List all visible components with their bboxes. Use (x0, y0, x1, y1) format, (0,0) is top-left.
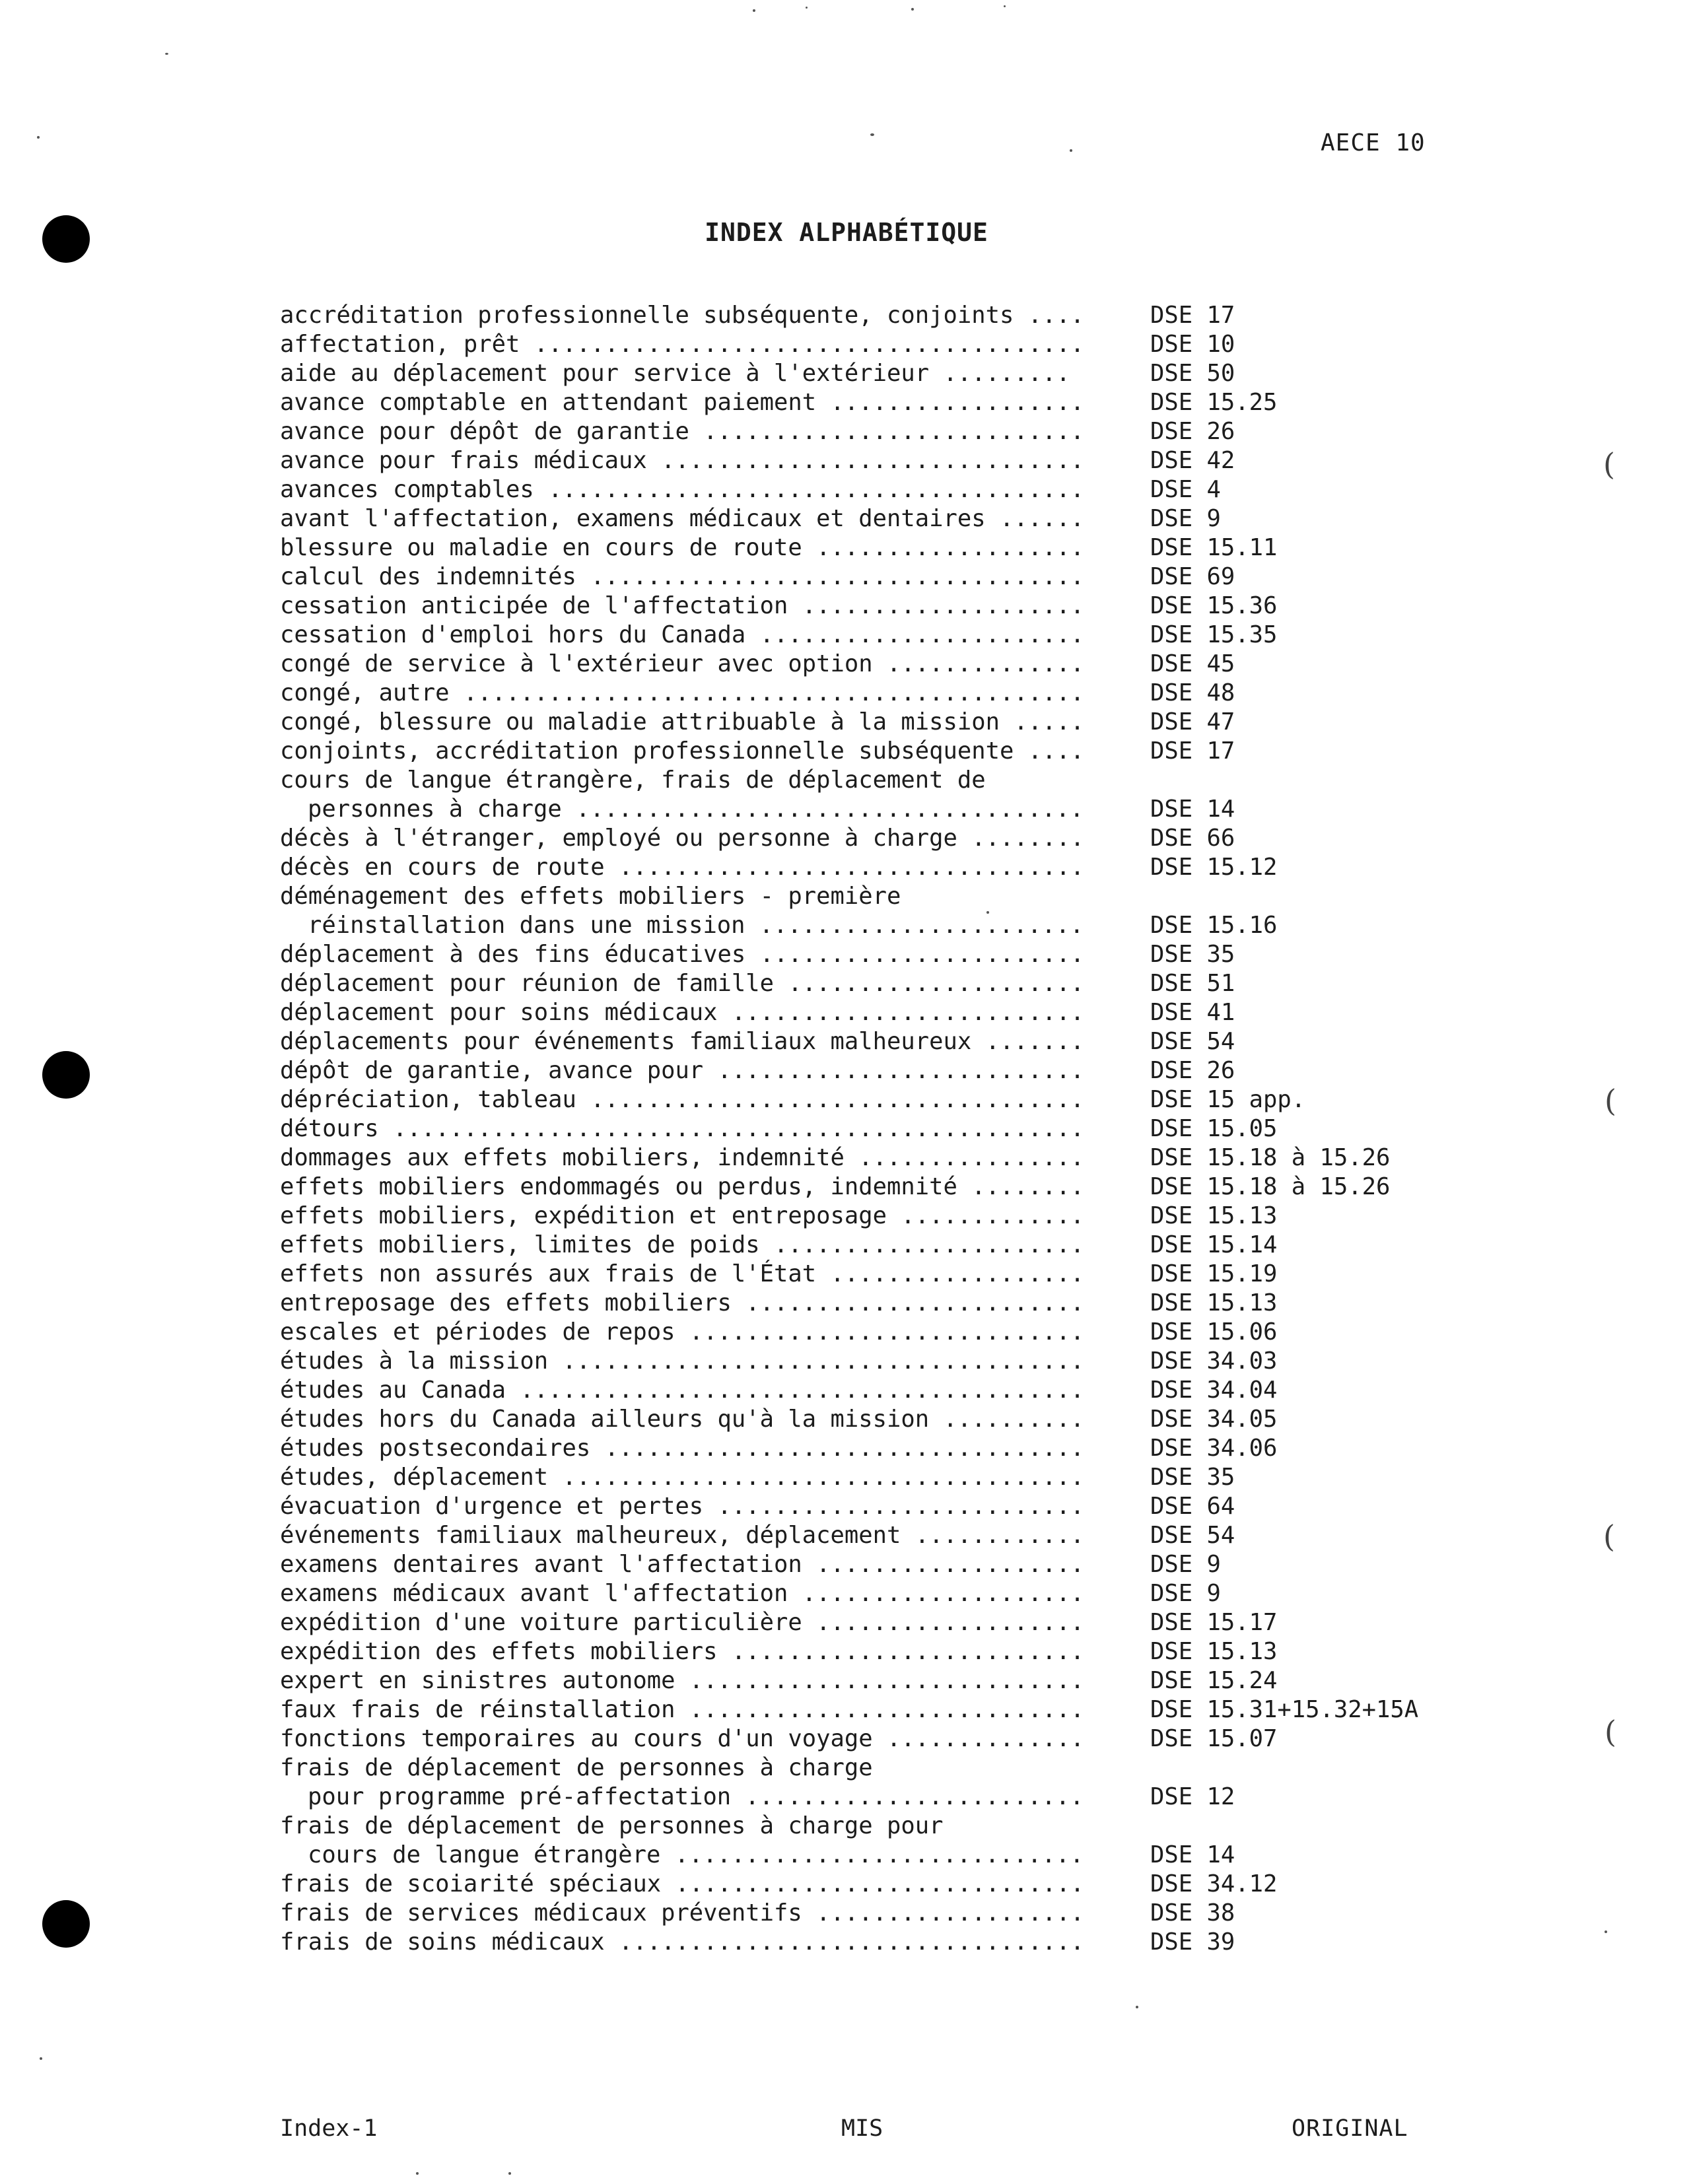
index-reference: DSE 17 (1150, 302, 1235, 329)
index-reference: DSE 12 (1150, 1783, 1235, 1810)
index-reference: DSE 10 (1150, 331, 1235, 358)
index-reference: DSE 15.11 (1150, 534, 1278, 561)
index-entry (280, 1870, 1468, 1899)
index-entry (280, 766, 1468, 795)
index-entry (280, 1027, 1468, 1056)
index-reference: DSE 15.05 (1150, 1115, 1278, 1142)
index-reference: DSE 69 (1150, 563, 1235, 590)
index-reference: DSE 17 (1150, 737, 1235, 765)
index-reference: DSE 15.18 à 15.26 (1150, 1173, 1391, 1200)
index-reference: DSE 47 (1150, 708, 1235, 735)
index-term: déménagement des effets mobiliers - première (280, 883, 901, 910)
index-term: réinstallation dans une mission ....................... (308, 912, 1084, 939)
punch-hole-middle (42, 1051, 90, 1099)
index-reference: DSE 15.13 (1150, 1289, 1278, 1316)
index-entry (280, 563, 1468, 592)
index-reference: DSE 15.07 (1150, 1725, 1278, 1752)
index-term: détours ................................................. (280, 1115, 1085, 1142)
index-term: cessation anticipée de l'affectation .................... (280, 592, 1085, 619)
index-entry (280, 301, 1468, 330)
index-entry (280, 708, 1468, 737)
footer-center-label: MIS (841, 2115, 883, 2142)
scan-speck (1136, 2006, 1138, 2008)
index-entry (280, 1347, 1468, 1376)
index-entry (280, 533, 1468, 563)
index-entry (280, 1666, 1468, 1695)
index-entry (280, 330, 1468, 359)
document-code: AECE 10 (1321, 129, 1426, 156)
index-term: expédition d'une voiture particulière ................... (280, 1609, 1085, 1636)
index-entry (280, 679, 1468, 708)
index-reference: DSE 34.03 (1150, 1348, 1278, 1375)
index-reference: DSE 15.12 (1150, 854, 1278, 881)
index-term: dépôt de garantie, avance pour .......................... (280, 1057, 1085, 1084)
index-term: effets non assurés aux frais de l'État .................. (280, 1260, 1085, 1287)
index-reference: DSE 15.18 à 15.26 (1150, 1144, 1391, 1171)
footer-page-label: Index-1 (280, 2115, 378, 2142)
margin-mark: ( (1605, 1714, 1616, 1750)
index-reference: DSE 51 (1150, 970, 1235, 997)
index-entry (280, 1783, 1468, 1812)
index-entry (280, 1434, 1468, 1463)
index-term: aide au déplacement pour service à l'extérieur ......... (280, 360, 1070, 387)
index-reference: DSE 66 (1150, 825, 1235, 852)
index-entry (280, 359, 1468, 388)
index-term: cessation d'emploi hors du Canada ....................... (280, 621, 1085, 648)
index-term: effets mobiliers, expédition et entreposage ............. (280, 1202, 1085, 1229)
page-title: INDEX ALPHABÉTIQUE (705, 218, 988, 247)
index-term: examens dentaires avant l'affectation ................... (280, 1551, 1085, 1578)
index-reference: DSE 15.06 (1150, 1318, 1278, 1346)
scan-speck (753, 9, 755, 12)
index-reference: DSE 42 (1150, 447, 1235, 474)
index-reference: DSE 34.06 (1150, 1435, 1278, 1462)
index-term: accréditation professionnelle subséquente, conjoints .... (280, 302, 1085, 329)
index-entry (280, 446, 1468, 475)
index-reference: DSE 15.25 (1150, 389, 1278, 416)
index-term: études à la mission ..................................... (280, 1348, 1085, 1375)
index-entry (280, 1637, 1468, 1666)
index-reference: DSE 4 (1150, 476, 1221, 503)
index-term: déplacements pour événements familiaux malheureux ....... (280, 1028, 1085, 1055)
index-reference: DSE 45 (1150, 650, 1235, 677)
scan-speck (1070, 149, 1072, 152)
index-term: frais de déplacement de personnes à charge pour (280, 1812, 944, 1839)
index-term: frais de scoiarité spéciaux ............................. (280, 1870, 1085, 1897)
scan-speck (870, 133, 874, 136)
index-entry (280, 1608, 1468, 1637)
index-entry (280, 1318, 1468, 1347)
index-term: avances comptables ...................................... (280, 476, 1085, 503)
index-term: dommages aux effets mobiliers, indemnité ................ (280, 1144, 1085, 1171)
index-entry (280, 824, 1468, 853)
index-entry (280, 737, 1468, 766)
index-term: pour programme pré-affectation ........................ (308, 1783, 1084, 1810)
index-term: déplacement pour réunion de famille ..................... (280, 970, 1085, 997)
footer-status-label: ORIGINAL (1292, 2115, 1408, 2142)
index-term: dépréciation, tableau ................................... (280, 1086, 1085, 1113)
index-term: décès en cours de route ................................. (280, 854, 1085, 881)
scan-speck (508, 2172, 511, 2175)
index-term: avance pour frais médicaux .............................. (280, 447, 1085, 474)
margin-mark: ( (1603, 1519, 1615, 1554)
index-reference: DSE 26 (1150, 1057, 1235, 1084)
margin-mark: ( (1603, 446, 1615, 482)
index-entry (280, 1521, 1468, 1550)
index-reference: DSE 38 (1150, 1899, 1235, 1927)
index-entry (280, 795, 1468, 824)
index-term: frais de déplacement de personnes à charge (280, 1754, 873, 1781)
index-reference: DSE 15.24 (1150, 1667, 1278, 1694)
index-term: effets mobiliers, limites de poids ...................... (280, 1231, 1085, 1258)
index-term: avant l'affectation, examens médicaux et dentaires ...... (280, 505, 1085, 532)
index-term: études, déplacement ..................................... (280, 1464, 1085, 1491)
index-entry (280, 504, 1468, 533)
index-term: congé, autre ............................................ (280, 679, 1085, 706)
scan-speck (416, 2172, 419, 2175)
index-term: déplacement à des fins éducatives ....................... (280, 941, 1085, 968)
index-entry (280, 1289, 1468, 1318)
index-reference: DSE 15.14 (1150, 1231, 1278, 1258)
index-entry (280, 1812, 1468, 1841)
index-entry (280, 1143, 1468, 1173)
index-reference: DSE 15.35 (1150, 621, 1278, 648)
index-term: calcul des indemnités ................................... (280, 563, 1085, 590)
index-reference: DSE 54 (1150, 1028, 1235, 1055)
index-entry (280, 1841, 1468, 1870)
index-entry (280, 1405, 1468, 1434)
index-reference: DSE 15.17 (1150, 1609, 1278, 1636)
index-entry (280, 882, 1468, 911)
index-term: cours de langue étrangère ............................. (308, 1841, 1084, 1868)
index-term: personnes à charge .................................... (308, 796, 1084, 823)
index-term: déplacement pour soins médicaux ......................... (280, 999, 1085, 1026)
index-reference: DSE 9 (1150, 505, 1221, 532)
punch-hole-bottom (42, 1900, 90, 1948)
index-term: études postsecondaires .................................. (280, 1435, 1085, 1462)
index-entry (280, 853, 1468, 882)
index-reference: DSE 34.05 (1150, 1406, 1278, 1433)
index-entry (280, 998, 1468, 1027)
index-entry (280, 1085, 1468, 1114)
index-term: effets mobiliers endommagés ou perdus, indemnité ........ (280, 1173, 1085, 1200)
index-term: cours de langue étrangère, frais de déplacement de (280, 767, 986, 794)
scan-speck (911, 8, 914, 11)
index-reference: DSE 35 (1150, 941, 1235, 968)
index-entry (280, 1056, 1468, 1085)
index-term: avance comptable en attendant paiement .................. (280, 389, 1085, 416)
index-entry (280, 940, 1468, 969)
index-term: congé, blessure ou maladie attribuable à la mission ..... (280, 708, 1085, 735)
index-reference: DSE 15.13 (1150, 1638, 1278, 1665)
scan-speck (806, 7, 808, 9)
index-term: études au Canada ........................................ (280, 1377, 1085, 1404)
index-list (280, 301, 1468, 1957)
index-reference: DSE 14 (1150, 796, 1235, 823)
index-entry (280, 1231, 1468, 1260)
index-reference: DSE 14 (1150, 1841, 1235, 1868)
index-reference: DSE 26 (1150, 418, 1235, 445)
index-reference: DSE 9 (1150, 1551, 1221, 1578)
index-entry (280, 388, 1468, 417)
scan-speck (165, 53, 168, 55)
index-entry (280, 650, 1468, 679)
index-term: blessure ou maladie en cours de route ................... (280, 534, 1085, 561)
index-term: escales et périodes de repos ............................ (280, 1318, 1085, 1346)
index-term: avance pour dépôt de garantie ........................... (280, 418, 1085, 445)
index-reference: DSE 9 (1150, 1580, 1221, 1607)
index-entry (280, 1724, 1468, 1754)
index-reference: DSE 39 (1150, 1928, 1235, 1956)
index-reference: DSE 34.12 (1150, 1870, 1278, 1897)
index-entry (280, 417, 1468, 446)
index-term: examens médicaux avant l'affectation .................... (280, 1580, 1085, 1607)
scan-speck (1004, 5, 1006, 7)
index-entry (280, 911, 1468, 940)
index-entry (280, 1376, 1468, 1405)
index-reference: DSE 15.16 (1150, 912, 1278, 939)
index-entry (280, 1928, 1468, 1957)
index-entry (280, 1114, 1468, 1143)
margin-mark: ( (1605, 1083, 1616, 1118)
index-entry (280, 1173, 1468, 1202)
index-term: congé de service à l'extérieur avec option .............. (280, 650, 1085, 677)
index-entry (280, 1695, 1468, 1724)
index-reference: DSE 64 (1150, 1493, 1235, 1520)
index-reference: DSE 50 (1150, 360, 1235, 387)
index-reference: DSE 35 (1150, 1464, 1235, 1491)
index-reference: DSE 41 (1150, 999, 1235, 1026)
index-reference: DSE 15.36 (1150, 592, 1278, 619)
index-entry (280, 1579, 1468, 1608)
index-reference: DSE 48 (1150, 679, 1235, 706)
index-term: frais de services médicaux préventifs ................... (280, 1899, 1085, 1927)
index-reference: DSE 54 (1150, 1522, 1235, 1549)
index-term: études hors du Canada ailleurs qu'à la mission .......... (280, 1406, 1085, 1433)
index-entry (280, 1463, 1468, 1492)
index-reference: DSE 15.19 (1150, 1260, 1278, 1287)
index-term: événements familiaux malheureux, déplacement ............ (280, 1522, 1085, 1549)
index-entry (280, 592, 1468, 621)
index-term: expédition des effets mobiliers ......................... (280, 1638, 1085, 1665)
index-entry (280, 1202, 1468, 1231)
index-term: frais de soins médicaux ................................. (280, 1928, 1085, 1956)
index-entry (280, 621, 1468, 650)
index-entry (280, 1899, 1468, 1928)
index-entry (280, 1754, 1468, 1783)
index-reference: DSE 15.13 (1150, 1202, 1278, 1229)
index-term: expert en sinistres autonome ............................ (280, 1667, 1085, 1694)
index-entry (280, 1492, 1468, 1521)
index-term: décès à l'étranger, employé ou personne à charge ........ (280, 825, 1085, 852)
index-term: conjoints, accréditation professionnelle subséquente .... (280, 737, 1085, 765)
index-term: faux frais de réinstallation ............................ (280, 1696, 1085, 1723)
index-term: évacuation d'urgence et pertes .......................... (280, 1493, 1085, 1520)
index-reference: DSE 15 app. (1150, 1086, 1306, 1113)
index-entry (280, 1260, 1468, 1289)
scan-speck (40, 2057, 42, 2060)
index-term: affectation, prêt ....................................... (280, 331, 1085, 358)
scan-speck (1605, 1930, 1607, 1933)
index-entry (280, 475, 1468, 504)
index-term: entreposage des effets mobiliers ........................ (280, 1289, 1085, 1316)
index-reference: DSE 34.04 (1150, 1377, 1278, 1404)
index-entry (280, 969, 1468, 998)
index-reference: DSE 15.31+15.32+15A (1150, 1696, 1419, 1723)
scan-speck (37, 136, 40, 139)
index-entry (280, 1550, 1468, 1579)
index-term: fonctions temporaires au cours d'un voyage .............. (280, 1725, 1085, 1752)
